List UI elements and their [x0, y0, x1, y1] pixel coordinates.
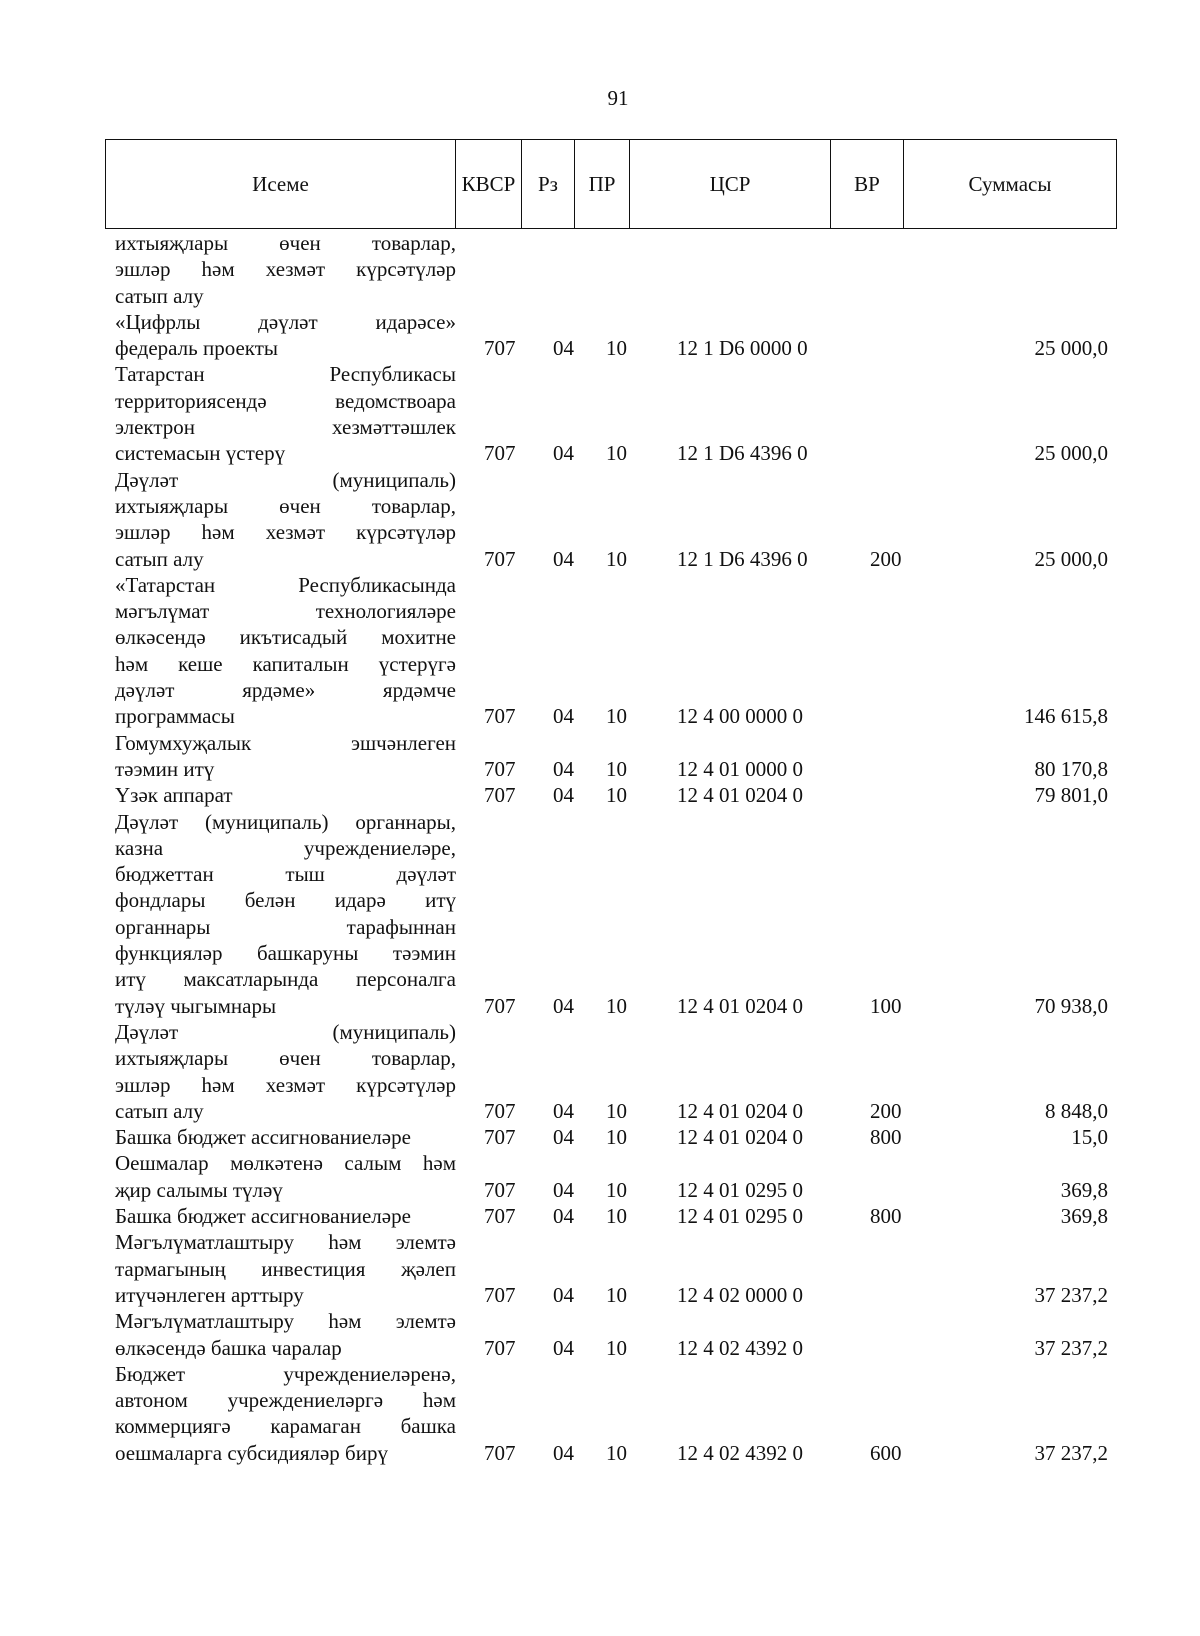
cell-csr: 12 4 01 0295 0	[677, 1204, 803, 1229]
row-name-line: Гомумхуҗалык эшчәнлеген	[115, 730, 456, 755]
header-vr: ВР	[830, 140, 903, 228]
row-name-line: өлкәсендә башка чаралар	[115, 1335, 342, 1360]
row-name-line: сатып алу	[115, 1098, 204, 1123]
cell-kvsr: 707	[484, 546, 516, 571]
row-name-line: түләү чыгымнары	[115, 993, 277, 1018]
cell-rz: 04	[553, 704, 574, 729]
row-name-line: өлкәсендә икътисадый мохитне	[115, 625, 456, 650]
cell-pr: 10	[606, 993, 627, 1018]
cell-rz: 04	[553, 756, 574, 781]
row-name-line: Татарстан Республикасы	[115, 362, 456, 387]
row-name-line: Мәгълүматлаштыру һәм элемтә	[115, 1309, 456, 1334]
row-name	[115, 467, 456, 572]
row-name-line: «Цифрлы дәүләт идарәсе»	[115, 309, 456, 334]
cell-pr: 10	[606, 756, 627, 781]
row-name-line: эшләр һәм хезмәт күрсәтүләр	[115, 257, 456, 282]
row-name-line: территориясендә ведомствоара	[115, 388, 456, 413]
row-name	[115, 1203, 456, 1229]
cell-sum: 25 000,0	[1034, 546, 1108, 571]
cell-sum: 15,0	[1071, 1125, 1108, 1150]
row-name-line: Бюджет учреждениеләренә,	[115, 1361, 456, 1386]
row-name-line: коммерциягә карамаган башка	[115, 1414, 456, 1439]
cell-sum: 80 170,8	[1034, 756, 1108, 781]
cell-rz: 04	[553, 336, 574, 361]
row-name	[115, 230, 456, 309]
cell-sum: 37 237,2	[1034, 1335, 1108, 1360]
row-name-line: сатып алу	[115, 283, 204, 308]
row-name	[115, 730, 456, 783]
cell-rz: 04	[553, 1204, 574, 1229]
row-name-line: мәгълүмат технологияләре	[115, 599, 456, 624]
row-name-line: ихтыяҗлары өчен товарлар,	[115, 493, 456, 518]
row-name	[115, 361, 456, 466]
row-name-line: ихтыяҗлары өчен товарлар,	[115, 1046, 456, 1071]
cell-csr: 12 4 02 4392 0	[677, 1335, 803, 1360]
header-rz: Рз	[521, 140, 574, 228]
cell-csr: 12 1 D6 0000 0	[677, 336, 808, 361]
table-row	[0, 782, 1200, 808]
cell-rz: 04	[553, 783, 574, 808]
cell-kvsr: 707	[484, 1440, 516, 1465]
cell-csr: 12 4 00 0000 0	[677, 704, 803, 729]
cell-pr: 10	[606, 336, 627, 361]
row-name	[115, 1229, 456, 1308]
row-name-line: федераль проекты	[115, 336, 278, 361]
row-name-line: казна учреждениеләре,	[115, 835, 456, 860]
cell-kvsr: 707	[484, 756, 516, 781]
row-name-line: эшләр һәм хезмәт күрсәтүләр	[115, 1072, 456, 1097]
row-name-line: җир салымы түләү	[115, 1177, 283, 1202]
cell-kvsr: 707	[484, 1335, 516, 1360]
cell-csr: 12 4 02 0000 0	[677, 1282, 803, 1307]
cell-vr: 800	[870, 1125, 902, 1150]
table-row	[0, 1124, 1200, 1150]
row-name	[115, 1361, 456, 1466]
row-name-line: итү максатларында персоналга	[115, 967, 456, 992]
cell-pr: 10	[606, 546, 627, 571]
header-kvsr: КВСР	[455, 140, 521, 228]
cell-kvsr: 707	[484, 704, 516, 729]
row-name-line: Үзәк аппарат	[115, 783, 233, 808]
row-name	[115, 1019, 456, 1124]
row-name-line: Дәүләт (муниципаль) органнары,	[115, 809, 456, 834]
table-row	[0, 1361, 1200, 1466]
table-row	[0, 809, 1200, 1019]
row-name-line: Башка бюджет ассигнованиеләре	[115, 1204, 411, 1229]
table-row	[0, 1203, 1200, 1229]
row-name-line: функцияләр башкаруны тәэмин	[115, 941, 456, 966]
header-pr: ПР	[574, 140, 629, 228]
row-name-line: сатып алу	[115, 546, 204, 571]
row-name-line: программасы	[115, 704, 235, 729]
row-name	[115, 782, 456, 808]
row-name-line: Башка бюджет ассигнованиеләре	[115, 1125, 411, 1150]
cell-sum: 70 938,0	[1034, 993, 1108, 1018]
row-name-line: тармагының инвестиция җәлеп	[115, 1256, 456, 1281]
row-name-line: органнары тарафыннан	[115, 914, 456, 939]
row-name-line: дәүләт ярдәме» ярдәмче	[115, 678, 456, 703]
row-name-line: Дәүләт (муниципаль)	[115, 467, 456, 492]
cell-kvsr: 707	[484, 1098, 516, 1123]
cell-pr: 10	[606, 1098, 627, 1123]
cell-sum: 37 237,2	[1034, 1440, 1108, 1465]
cell-vr: 200	[870, 1098, 902, 1123]
cell-sum: 146 615,8	[1024, 704, 1108, 729]
row-name	[115, 1124, 456, 1150]
row-name-line: оешмаларга субсидияләр бирү	[115, 1440, 388, 1465]
cell-pr: 10	[606, 704, 627, 729]
cell-kvsr: 707	[484, 1282, 516, 1307]
cell-kvsr: 707	[484, 1125, 516, 1150]
cell-csr: 12 4 01 0000 0	[677, 756, 803, 781]
row-name-line: электрон хезмәттәшлек	[115, 415, 456, 440]
cell-pr: 10	[606, 1125, 627, 1150]
cell-csr: 12 1 D6 4396 0	[677, 441, 808, 466]
row-name-line: «Татарстан Республикасында	[115, 572, 456, 597]
cell-csr: 12 4 01 0295 0	[677, 1177, 803, 1202]
cell-vr: 800	[870, 1204, 902, 1229]
cell-pr: 10	[606, 441, 627, 466]
cell-vr: 600	[870, 1440, 902, 1465]
row-name-line: һәм кеше капиталын үстерүгә	[115, 651, 456, 676]
row-name-line: фондлары белән идарә итү	[115, 888, 456, 913]
table-row	[0, 1019, 1200, 1124]
table-row	[0, 467, 1200, 572]
cell-pr: 10	[606, 1177, 627, 1202]
row-name	[115, 572, 456, 730]
row-name	[115, 809, 456, 1019]
cell-rz: 04	[553, 1335, 574, 1360]
cell-pr: 10	[606, 783, 627, 808]
cell-rz: 04	[553, 993, 574, 1018]
cell-pr: 10	[606, 1440, 627, 1465]
header-csr: ЦСР	[629, 140, 830, 228]
table-row	[0, 1308, 1200, 1361]
cell-csr: 12 4 01 0204 0	[677, 1098, 803, 1123]
cell-rz: 04	[553, 1125, 574, 1150]
cell-pr: 10	[606, 1204, 627, 1229]
cell-pr: 10	[606, 1335, 627, 1360]
cell-sum: 369,8	[1060, 1204, 1108, 1229]
table-row	[0, 309, 1200, 362]
header-sum: Суммасы	[903, 140, 1116, 228]
cell-rz: 04	[553, 1282, 574, 1307]
table-row	[0, 572, 1200, 730]
row-name-line: бюджеттан тыш дәүләт	[115, 862, 456, 887]
cell-kvsr: 707	[484, 1177, 516, 1202]
cell-csr: 12 1 D6 4396 0	[677, 546, 808, 571]
row-name	[115, 1150, 456, 1203]
cell-sum: 79 801,0	[1034, 783, 1108, 808]
row-name-line: автоном учреждениеләргә һәм	[115, 1388, 456, 1413]
cell-sum: 25 000,0	[1034, 441, 1108, 466]
row-name	[115, 309, 456, 362]
cell-kvsr: 707	[484, 783, 516, 808]
cell-csr: 12 4 02 4392 0	[677, 1440, 803, 1465]
row-name-line: системасын үстерү	[115, 441, 286, 466]
row-name-line: ихтыяҗлары өчен товарлар,	[115, 231, 456, 255]
cell-kvsr: 707	[484, 336, 516, 361]
row-name	[115, 1308, 456, 1361]
cell-sum: 25 000,0	[1034, 336, 1108, 361]
cell-pr: 10	[606, 1282, 627, 1307]
cell-vr: 100	[870, 993, 902, 1018]
page-number: 91	[607, 86, 629, 110]
cell-sum: 369,8	[1060, 1177, 1108, 1202]
cell-csr: 12 4 01 0204 0	[677, 993, 803, 1018]
cell-kvsr: 707	[484, 993, 516, 1018]
cell-rz: 04	[553, 1098, 574, 1123]
table-header	[105, 139, 1117, 229]
table-row	[0, 1150, 1200, 1203]
cell-sum: 37 237,2	[1034, 1282, 1108, 1307]
row-name-line: тәэмин итү	[115, 756, 215, 781]
row-name-line: Дәүләт (муниципаль)	[115, 1019, 456, 1044]
row-name-line: эшләр һәм хезмәт күрсәтүләр	[115, 520, 456, 545]
cell-kvsr: 707	[484, 1204, 516, 1229]
cell-csr: 12 4 01 0204 0	[677, 783, 803, 808]
cell-csr: 12 4 01 0204 0	[677, 1125, 803, 1150]
table-row	[0, 230, 1200, 309]
row-name-line: Мәгълүматлаштыру һәм элемтә	[115, 1230, 456, 1255]
cell-rz: 04	[553, 1440, 574, 1465]
header-name: Исеме	[252, 171, 309, 196]
cell-rz: 04	[553, 546, 574, 571]
cell-rz: 04	[553, 1177, 574, 1202]
table-row	[0, 361, 1200, 466]
row-name-line: итүчәнлеген арттыру	[115, 1282, 304, 1307]
table-body	[0, 230, 1200, 1466]
cell-kvsr: 707	[484, 441, 516, 466]
cell-sum: 8 848,0	[1045, 1098, 1108, 1123]
row-name-line: Оешмалар мөлкәтенә салым һәм	[115, 1151, 456, 1176]
table-row	[0, 730, 1200, 783]
cell-rz: 04	[553, 441, 574, 466]
table-row	[0, 1229, 1200, 1308]
cell-vr: 200	[870, 546, 902, 571]
